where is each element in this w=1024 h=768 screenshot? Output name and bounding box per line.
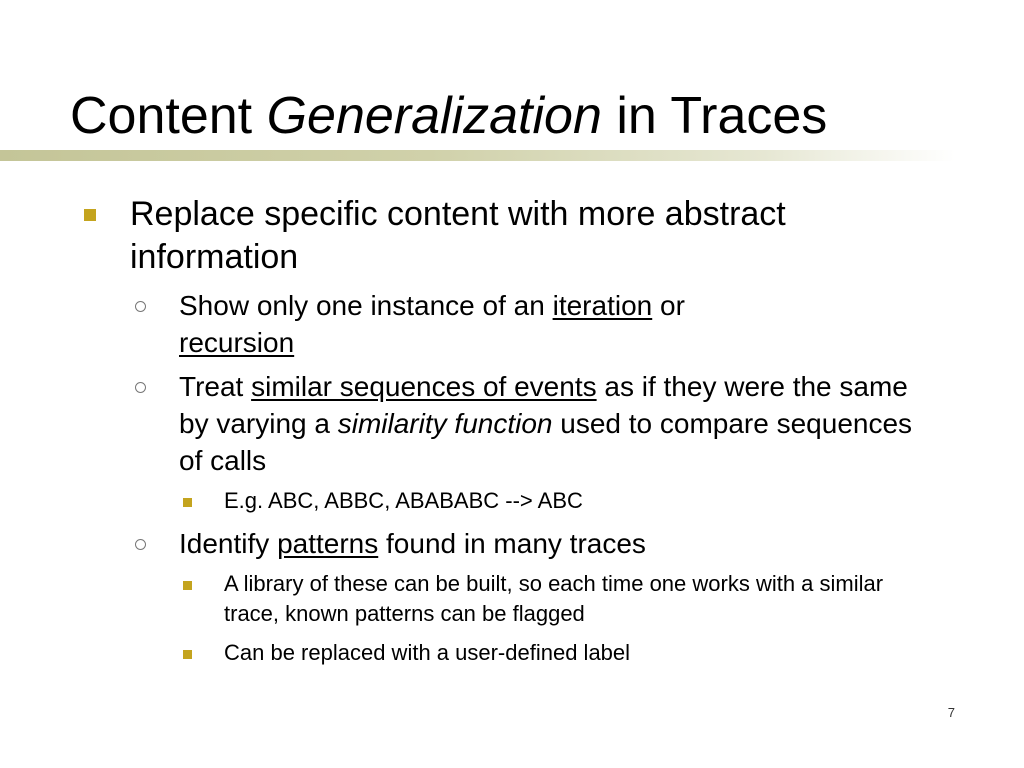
circle-bullet-icon (135, 301, 146, 312)
bullet-level3-label: Can be replaced with a user-defined label (224, 640, 631, 665)
bullet-text: as if they were the same by varying a (179, 371, 908, 439)
circle-bullet-icon (135, 539, 146, 550)
bullet-text: Identify (179, 528, 278, 559)
square-bullet-icon (183, 650, 192, 659)
page-number: 7 (947, 705, 955, 720)
title-part-3: in Traces (601, 87, 828, 145)
square-bullet-icon (84, 209, 96, 221)
square-bullet-icon (183, 581, 192, 590)
title-part-2: Generalization (266, 87, 602, 145)
bullet-text: used to compare sequences of calls (179, 408, 913, 476)
bullet-level3-library: A library of these can be built, so each time one works with a similar trace, known patterns can be flagged (224, 571, 884, 626)
circle-bullet-icon (135, 382, 146, 393)
bullet-level3-example: E.g. ABC, ABBC, ABABABC --> ABC (224, 488, 583, 513)
title-part-1: Content (70, 87, 267, 145)
recursion-term: recursion (179, 327, 295, 358)
bullet-level2-similar (179, 368, 939, 479)
bullet-text: or (652, 290, 685, 321)
similar-sequences-term: similar sequences of events (251, 371, 597, 402)
bullet-level1: Replace specific content with more abstract information (130, 195, 786, 276)
iteration-term: iteration (552, 290, 653, 321)
bullet-text: Show only one instance of an (179, 290, 553, 321)
bullet-level2-iteration (179, 287, 879, 361)
similarity-function-term: similarity function (337, 408, 553, 439)
square-bullet-icon (183, 498, 192, 507)
patterns-term: patterns (277, 528, 379, 559)
bullet-level2-patterns (179, 525, 879, 562)
bullet-text: Treat (179, 371, 252, 402)
bullet-text: found in many traces (378, 528, 646, 559)
